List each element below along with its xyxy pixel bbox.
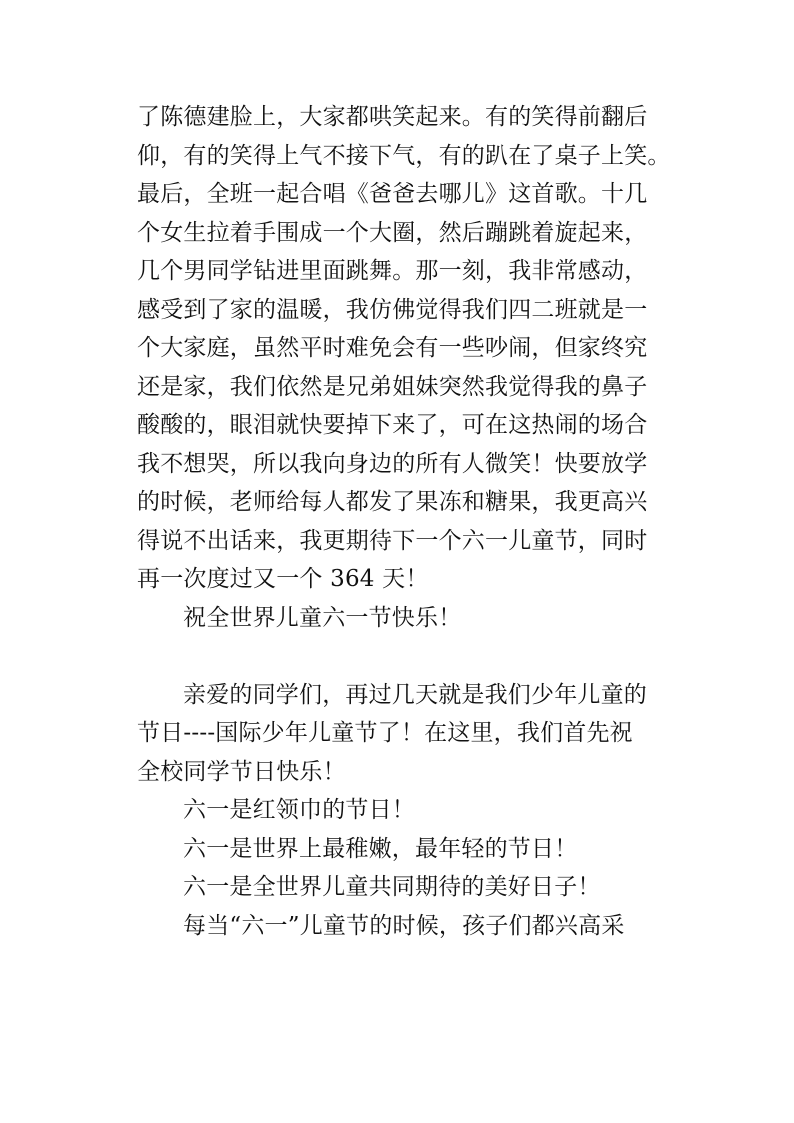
text-line: 再一次度过又一个 364 天！	[137, 566, 429, 592]
text-line: 全校同学节日快乐！	[137, 758, 346, 785]
text-line: 几个男同学钻进里面跳舞。那一刻，我非常感动，	[137, 258, 648, 284]
text-line: 酸酸的，眼泪就快要掉下来了，可在这热闹的场合	[137, 412, 648, 438]
text-line: 六一是世界上最稚嫩，最年轻的节日！	[183, 835, 578, 862]
text-line: 的时候，老师给每人都发了果冻和糖果，我更高兴	[137, 489, 648, 515]
text-line: 我不想哭，所以我向身边的所有人微笑！快要放学	[137, 450, 648, 477]
text-line: 节日----国际少年儿童节了！在这里，我们首先祝	[137, 720, 633, 746]
text-line: 得说不出话来，我更期待下一个六一儿童节，同时	[137, 527, 648, 554]
text-line: 仰，有的笑得上气不接下气，有的趴在了桌子上笑。	[137, 142, 671, 169]
text-line: 了陈德建脸上，大家都哄笑起来。有的笑得前翻后	[137, 104, 648, 130]
text-line: 六一是红领巾的节日！	[183, 797, 415, 823]
text-line: 最后，全班一起合唱《爸爸去哪儿》这首歌。十几	[137, 181, 648, 207]
text-line: 每当“六一”儿童节的时候，孩子们都兴高采	[183, 912, 625, 939]
text-line: 感受到了家的温暖，我仿佛觉得我们四二班就是一	[137, 296, 648, 323]
text-line: 祝全世界儿童六一节快乐！	[183, 604, 462, 631]
document-body	[137, 98, 677, 945]
paragraph-gap	[137, 637, 677, 676]
text-line: 个大家庭，虽然平时难免会有一些吵闹，但家终究	[137, 335, 648, 361]
text-line: 亲爱的同学们，再过几天就是我们少年儿童的	[183, 681, 647, 708]
text-line: 六一是全世界儿童共同期待的美好日子！	[183, 874, 601, 900]
text-line: 还是家，我们依然是兄弟姐妹突然我觉得我的鼻子	[137, 373, 648, 400]
text-line: 个女生拉着手围成一个大圈，然后蹦跳着旋起来，	[137, 219, 648, 246]
